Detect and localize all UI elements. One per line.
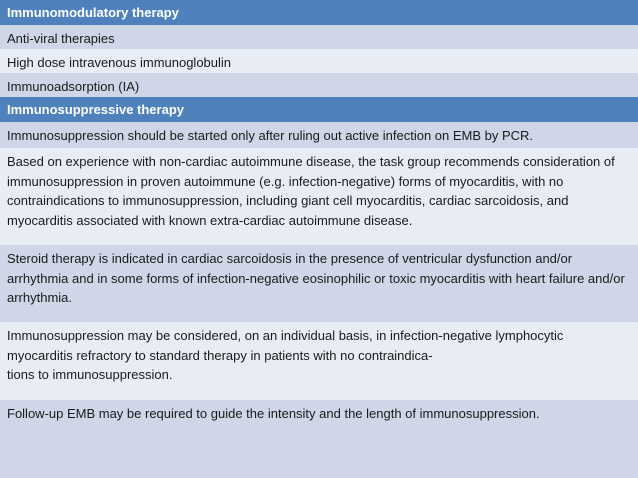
table-row: Follow-up EMB may be required to guide the intensity and the length of immunosuppression.: [0, 400, 638, 478]
table-row: Based on experience with non-cardiac autoimmune disease, the task group recommends consideration of immunosuppression in proven autoimmune (e.g. infection-negative) forms of myocarditis, with no contraindications to immunosuppression, including giant cell myocarditis, cardiac sarcoidosis, and myocarditis associated with known extra-cardiac autoimmune disease.: [0, 148, 638, 245]
table-row: Immunosuppression should be started only after ruling out active infection on EMB by PCR.: [0, 122, 638, 148]
table-row: Immunosuppression may be considered, on an individual basis, in infection-negative lymphocytic myocarditis refractory to standard therapy in patients with no contraindica- tions to immunosuppression.: [0, 322, 638, 400]
table-row: Steroid therapy is indicated in cardiac sarcoidosis in the presence of ventricular dysfunction and/or arrhythmia and in some forms of infection-negative eosinophilic or toxic myocarditis with heart failure and/or arrhythmia.: [0, 245, 638, 322]
table-row: Immunoadsorption (IA): [0, 73, 638, 97]
section-header-immunosuppressive: Immunosuppressive therapy: [0, 97, 638, 122]
table-row: Anti-viral therapies: [0, 25, 638, 49]
table-row: High dose intravenous immunoglobulin: [0, 49, 638, 73]
section-header-immunomodulatory: Immunomodulatory therapy: [0, 0, 638, 25]
